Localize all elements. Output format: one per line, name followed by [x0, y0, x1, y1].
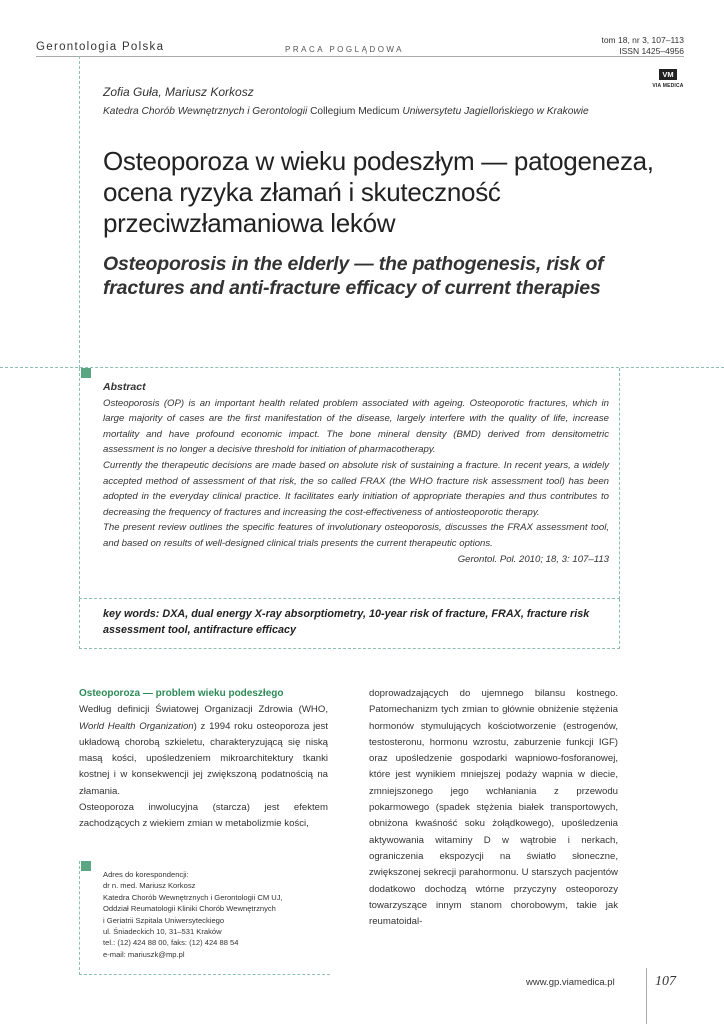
authors: Zofia Guła, Mariusz Korkosz — [103, 85, 254, 99]
section-label: PRACA POGLĄDOWA — [285, 45, 404, 54]
publisher-name: VIA MEDICA — [652, 83, 684, 89]
body-paragraph: doprowadzających do ujemnego bilansu kostnego. Patomechanizm tych zmian to głównie obniżenie stężenia hormonów stymulujących kościotworzenie (estrogenów, testosteronu, hormonu wzrostu, zaburzenie funkcji IGF) oraz upośledzenie gospodarki wapniowo-fosforanowej, które jest wynikiem mniejszej podaży wapnia w diecie, zmniejszonego jego wchłaniania z przewodu pokarmowego (spadek stężenia białek transportowych, obniżona kwaśność soku żołądkowego), upośledzenia aktywowania witaminy D w wątrobie i nerkach, ograniczenia ekspozycji na światło słoneczne, zwiększonej sekrecji parahormonu. U starszych pacjentów dodatkowo dochodzą wtórne przyczyny osteoporozy towarzyszące innym stanom chorobowym, takie jak reumatoidal- — [369, 688, 618, 928]
body-column-right — [369, 686, 618, 930]
abstract — [103, 380, 609, 567]
volume-info — [601, 35, 684, 57]
journal-url: www.gp.viamedica.pl — [526, 977, 615, 988]
page-number: 107 — [655, 974, 676, 989]
abstract-paragraph: Osteoporosis (OP) is an important health related problem associated with ageing. Osteoporotic fractures, which in large majority of cases are the first manifestation of the disease, largely interfere with the quality of life, increase mortality and have profound economic impact. The bone mineral density (BMD) derived from densitometric assessment is no longer a decisive threshold for initiation of pharmacotherapy. — [103, 397, 609, 456]
volume-issue: tom 18, nr 3, 107–113 — [601, 35, 684, 45]
section-heading: Osteoporoza — problem wieku podeszłego — [79, 688, 284, 699]
page-number-rule — [646, 968, 647, 1024]
header-rule — [36, 56, 684, 57]
abstract-heading: Abstract — [103, 381, 146, 393]
keywords: key words: DXA, dual energy X-ray absorptiometry, 10-year risk of fracture, FRAX, fracture risk assessment tool, antifracture efficacy — [103, 608, 590, 636]
body-paragraph: Osteoporoza inwolucyjna (starcza) jest efektem zachodzących z wiekiem zmian w metabolizmie kości, — [79, 802, 328, 830]
title-polish: Osteoporoza w wieku podeszłym — patogeneza, ocena ryzyka złamań i skuteczność przeciwzłamaniowa leków — [103, 146, 654, 238]
correspondence-address: Adres do korespondencji: dr n. med. Mariusz Korkosz Katedra Chorób Wewnętrznych i Gerontologii CM UJ, Oddział Reumatologii Kliniki Chorób Wewnętrznych i Geriatrii Szpitala Uniwersyteckiego ul. Śniadeckich 10, 31–531 Kraków tel.: (12) 424 88 00, faks: (12) 424 88 54 e-mail: mariuszk@mp.pl — [103, 870, 283, 959]
body-paragraph: Według definicji Światowej Organizacji Zdrowia (WHO, World Health Organization) z 1994 roku osteoporoza jest układową chorobą szkieletu, charakteryzującą się niską masą kości, upośledzeniem mikroarchitektury tkanki kostnej i w konsekwencji jej zwiększoną podatnością na złamania. — [79, 704, 328, 797]
vm-logo-icon: VM — [659, 69, 676, 80]
body-column-left — [79, 686, 328, 833]
issn: ISSN 1425–4956 — [619, 46, 684, 56]
title-english: Osteoporosis in the elderly — the pathogenesis, risk of fractures and anti-fracture efficacy of current therapies — [103, 253, 604, 299]
citation: Gerontol. Pol. 2010; 18, 3: 107–113 — [457, 553, 609, 565]
abstract-paragraph: Currently the therapeutic decisions are made based on absolute risk of sustaining a fracture. In recent years, a widely accepted method of assessment of that risk, the so called FRAX (the WHO fracture risk assessment tool) has been adopted in the everyday clinical practice. It facilitates early initiation of appropriate therapies and thus contributes to decreasing the frequency of fractures and increasing the cost-effectiveness of antiosteoporotic therapy. — [103, 459, 609, 518]
affiliation: Katedra Chorób Wewnętrznych i Gerontologii Collegium Medicum Uniwersytetu Jagiellońskiego w Krakowie — [103, 106, 589, 117]
journal-name: Gerontologia Polska — [36, 41, 165, 53]
margin-guide — [79, 56, 80, 368]
publisher-logo — [651, 64, 685, 89]
abstract-paragraph: The present review outlines the specific features of involutionary osteoporosis, discusses the FRAX assessment tool, and based on results of well-designed clinical trials presents the current therapeutic options. — [103, 522, 609, 549]
